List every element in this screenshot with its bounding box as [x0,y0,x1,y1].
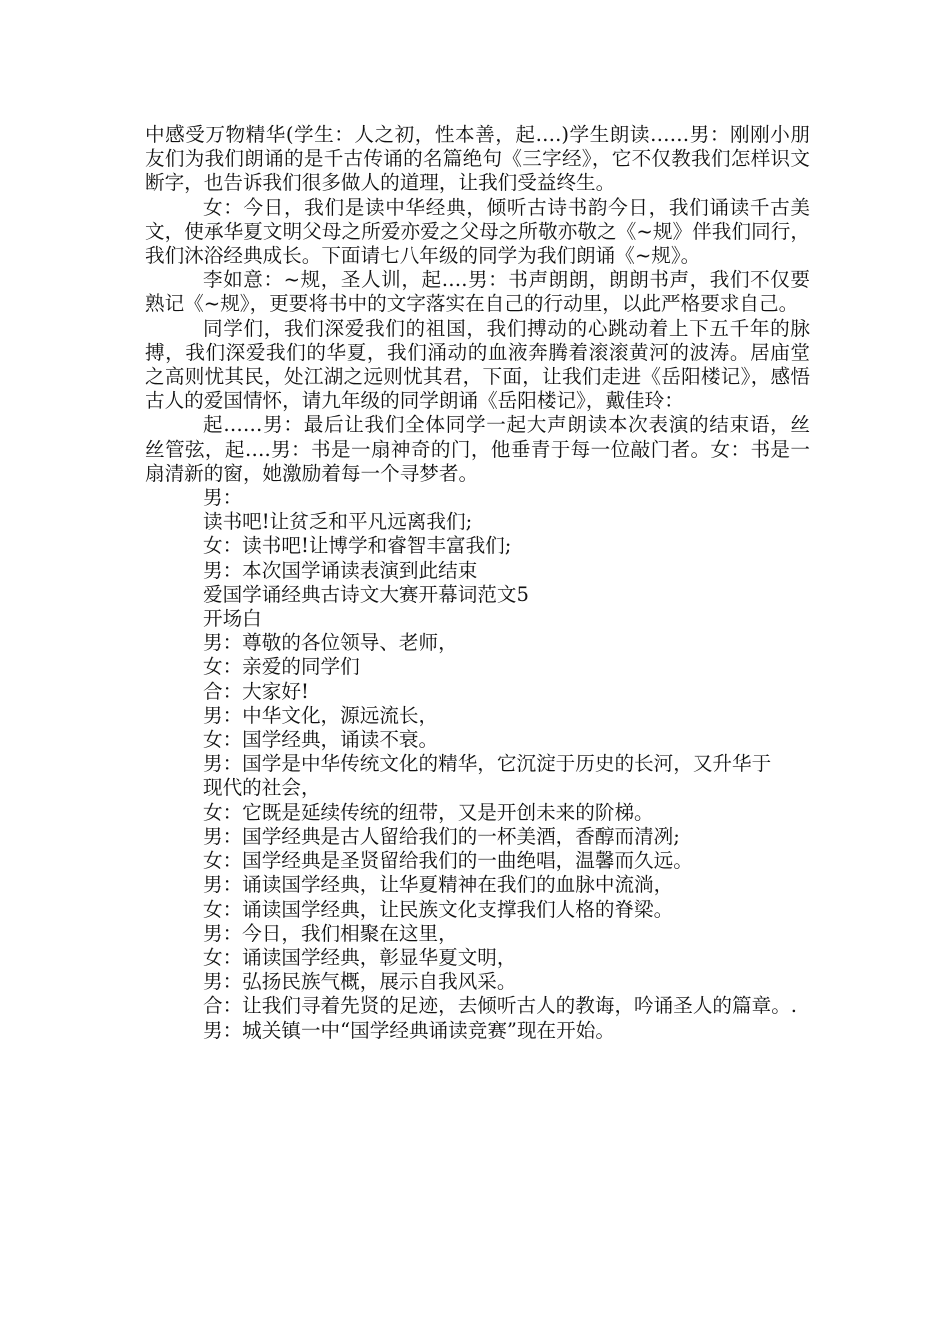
body-paragraph: 李如意：~规，圣人训，起….男：书声朗朗，朗朗书声，我们不仅要熟记《~规》，更要将书中的文字落实在自己的行动里，以此严格要求自己。 [145,268,810,316]
body-paragraph: 合：让我们寻着先贤的足迹，去倾听古人的教诲，吟诵圣人的篇章。. [203,994,798,1018]
body-paragraph: 读书吧!让贫乏和平凡远离我们; [203,510,473,534]
body-paragraph: 男：国学经典是古人留给我们的一杯美酒，香醇而清冽; [203,824,680,848]
body-paragraph: 中感受万物精华(学生：人之初，性本善，起….)学生朗读……男：刚刚小朋友们为我们朗诵的是千古传诵的名篇绝句《三字经》，它不仅教我们怎样识文断字，也告诉我们很多做人的道理，让我们受益终生。 [145,123,810,195]
body-paragraph: 开场白 [203,607,262,631]
body-paragraph: 男：弘扬民族气概，展示自我风采。 [203,970,517,994]
body-paragraph: 男：今日，我们相聚在这里， [203,921,458,945]
body-paragraph: 同学们，我们深爱我们的祖国，我们搏动的心跳动着上下五千年的脉搏，我们深爱我们的华夏，我们涌动的血液奔腾着滚滚黄河的波涛。居庙堂之高则忧其民，处江湖之远则忧其君，下面，让我们走进《岳阳楼记》，感悟古人的爱国情怀，请九年级的同学朗诵《岳阳楼记》，戴佳玲： [145,316,810,413]
body-paragraph: 现代的社会， [203,776,321,800]
body-paragraph: 男：本次国学诵读表演到此结束 [203,558,478,582]
body-paragraph: 女：诵读国学经典，让民族文化支撑我们人格的脊梁。 [203,897,674,921]
body-paragraph: 女：它既是延续传统的纽带，又是开创未来的阶梯。 [203,800,654,824]
body-paragraph: 合：大家好! [203,679,309,703]
body-paragraph: 起……男：最后让我们全体同学一起大声朗读本次表演的结束语，丝丝管弦，起….男：书是一扇神奇的门，他垂青于每一位敲门者。女：书是一扇清新的窗，她激励着每一个寻梦者。 [145,413,810,485]
body-paragraph: 女：国学经典，诵读不衰。 [203,728,439,752]
document-body [145,123,810,1043]
body-paragraph: 男：诵读国学经典，让华夏精神在我们的血脉中流淌， [203,873,674,897]
body-paragraph: 爱国学诵经典古诗文大赛开幕词范文5 [203,582,529,606]
body-paragraph: 男：中华文化，源远流长， [203,703,439,727]
body-paragraph: 女：今日，我们是读中华经典，倾听古诗书韵今日，我们诵读千古美文，使承华夏文明父母之所爱亦爱之父母之所敬亦敬之《~规》伴我们同行，我们沐浴经典成长。下面请七八年级的同学为我们朗诵《~规》。 [145,195,810,268]
body-paragraph: 男：城关镇一中“国学经典诵读竞赛”现在开始。 [203,1018,615,1042]
body-paragraph: 女：读书吧!让博学和睿智丰富我们; [203,534,512,558]
body-paragraph: 男：尊敬的各位领导、老师， [203,631,458,655]
body-paragraph: 女：亲爱的同学们 [203,655,360,679]
body-paragraph: 男： [203,486,243,510]
body-paragraph: 男：国学是中华传统文化的精华，它沉淀于历史的长河，又升华于 [203,752,772,776]
body-paragraph: 女：国学经典是圣贤留给我们的一曲绝唱，温馨而久远。 [203,849,693,873]
body-paragraph: 女：诵读国学经典，彰显华夏文明， [203,945,517,969]
